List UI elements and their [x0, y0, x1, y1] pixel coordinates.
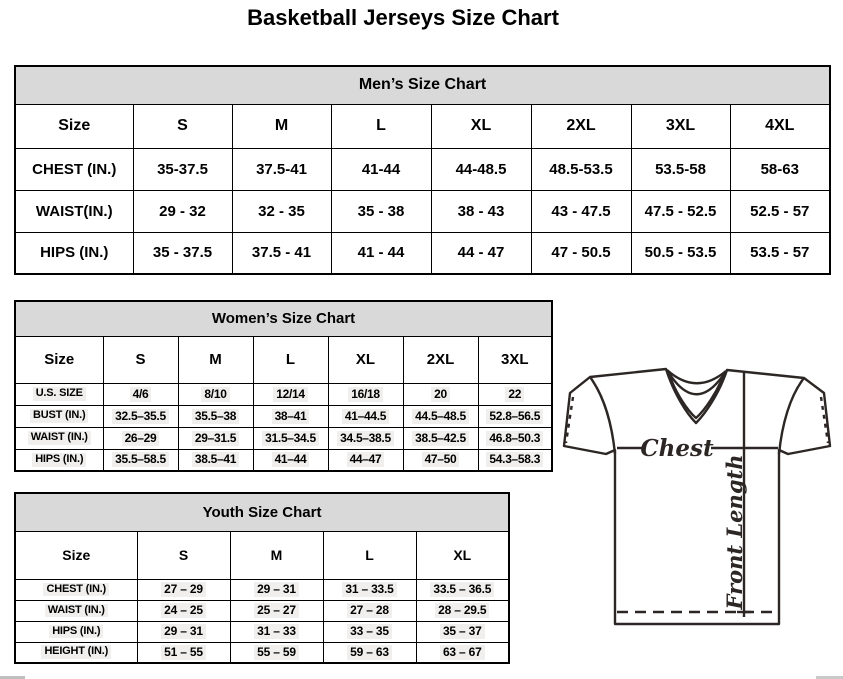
mens-cell-0-6 [730, 148, 830, 190]
mens-row-2 [15, 232, 830, 274]
youth-cell-text-2-2: 33 – 35 [347, 624, 392, 639]
womens-cell-3-0 [103, 449, 178, 471]
youth-cell-0-1 [230, 579, 323, 600]
mens-row-label-text-1: WAIST(IN.) [35, 202, 113, 220]
youth-col-header-1: S [137, 531, 230, 579]
womens-cell-text-3-1: 38.5–41 [192, 452, 239, 467]
mens-cell-2-2 [331, 232, 431, 274]
womens-cell-3-3 [328, 449, 403, 471]
youth-row-label-text-0: CHEST (IN.) [43, 583, 109, 597]
chest-label: Chest [640, 435, 714, 462]
youth-cell-1-2 [323, 600, 416, 621]
womens-cell-text-1-5: 52.8–56.5 [486, 409, 543, 424]
womens-row-label-text-2: WAIST (IN.) [28, 431, 91, 445]
youth-cell-text-1-2: 27 – 28 [347, 603, 392, 618]
youth-table-title: Youth Size Chart [15, 493, 509, 531]
youth-cell-1-3 [416, 600, 509, 621]
mens-size-table [14, 65, 829, 275]
youth-cell-3-3 [416, 642, 509, 663]
womens-col-header-4: XL [328, 336, 403, 383]
womens-cell-0-0 [103, 383, 178, 405]
womens-cell-text-3-0: 35.5–58.5 [112, 452, 169, 467]
womens-cell-text-2-0: 26–29 [122, 431, 160, 446]
youth-row-2 [15, 621, 509, 642]
womens-cell-1-4 [403, 405, 478, 427]
womens-cell-text-2-3: 34.5–38.5 [337, 431, 394, 446]
youth-cell-3-2 [323, 642, 416, 663]
mens-cell-text-2-0: 35 - 37.5 [152, 244, 213, 262]
mens-cell-0-3 [431, 148, 531, 190]
youth-cell-text-3-3: 63 – 67 [440, 645, 485, 660]
womens-cell-0-5 [478, 383, 552, 405]
womens-cell-text-0-0: 4/6 [130, 387, 152, 402]
womens-cell-3-2 [253, 449, 328, 471]
womens-cell-0-4 [403, 383, 478, 405]
womens-row-label-2 [15, 427, 103, 449]
youth-col-header-3: L [323, 531, 416, 579]
womens-cell-text-2-1: 29–31.5 [192, 431, 239, 446]
mens-cell-text-2-5: 50.5 - 53.5 [644, 244, 717, 262]
mens-cell-2-4 [531, 232, 631, 274]
womens-size-table [14, 300, 551, 472]
womens-cell-1-1 [178, 405, 253, 427]
womens-cell-1-5 [478, 405, 552, 427]
mens-table-title: Men’s Size Chart [15, 66, 830, 104]
womens-cell-3-1 [178, 449, 253, 471]
mens-cell-1-4 [531, 190, 631, 232]
womens-row-1 [15, 405, 552, 427]
mens-col-header-6: 3XL [631, 104, 730, 148]
mens-row-label-text-0: CHEST (IN.) [32, 160, 117, 178]
jersey-armhole-seam-right [779, 378, 804, 454]
youth-row-label-0 [15, 579, 137, 600]
womens-cell-1-0 [103, 405, 178, 427]
womens-row-label-1 [15, 405, 103, 427]
jersey-measurement-diagram [556, 362, 838, 634]
mens-row-label-0 [15, 148, 133, 190]
womens-col-header-5: 2XL [403, 336, 478, 383]
youth-cell-text-3-1: 55 – 59 [254, 645, 299, 660]
youth-row-label-text-2: HIPS (IN.) [49, 625, 103, 639]
youth-row-label-3 [15, 642, 137, 663]
womens-row-label-0 [15, 383, 103, 405]
mens-cell-2-6 [730, 232, 830, 274]
mens-cell-text-0-3: 44-48.5 [455, 160, 507, 178]
mens-cell-text-2-3: 44 - 47 [457, 244, 505, 262]
youth-cell-2-3 [416, 621, 509, 642]
womens-row-label-text-1: BUST (IN.) [30, 409, 88, 423]
youth-cell-text-2-3: 35 – 37 [440, 624, 485, 639]
mens-cell-text-0-6: 58-63 [760, 160, 799, 178]
womens-row-label-3 [15, 449, 103, 471]
womens-col-header-6: 3XL [478, 336, 552, 383]
womens-col-header-2: M [178, 336, 253, 383]
youth-cell-text-2-1: 31 – 33 [254, 624, 299, 639]
mens-cell-2-3 [431, 232, 531, 274]
mens-cell-1-0 [133, 190, 232, 232]
youth-col-header-2: M [230, 531, 323, 579]
mens-col-header-4: XL [431, 104, 531, 148]
mens-row-0 [15, 148, 830, 190]
womens-cell-text-2-5: 46.8–50.3 [486, 431, 543, 446]
womens-cell-text-0-2: 12/14 [273, 387, 308, 402]
mens-col-header-5: 2XL [531, 104, 631, 148]
mens-cell-text-0-0: 35-37.5 [157, 160, 208, 178]
mens-row-1 [15, 190, 830, 232]
youth-size-table [14, 492, 508, 664]
youth-cell-1-1 [230, 600, 323, 621]
youth-row-label-2 [15, 621, 137, 642]
mens-cell-text-1-0: 29 - 32 [159, 202, 206, 220]
womens-cell-0-1 [178, 383, 253, 405]
mens-cell-2-1 [232, 232, 331, 274]
jersey-armhole-seam-left [590, 377, 615, 454]
mens-cell-0-0 [133, 148, 232, 190]
youth-cell-text-0-2: 31 – 33.5 [342, 582, 396, 597]
womens-row-label-text-0: U.S. SIZE [33, 387, 86, 401]
youth-cell-text-0-1: 29 – 31 [254, 582, 299, 597]
womens-cell-text-1-0: 32.5–35.5 [112, 409, 169, 424]
youth-row-0 [15, 579, 509, 600]
womens-cell-text-2-4: 38.5–42.5 [412, 431, 469, 446]
mens-cell-text-0-1: 37.5-41 [256, 160, 307, 178]
womens-cell-text-1-2: 38–41 [272, 409, 310, 424]
youth-row-label-text-1: WAIST (IN.) [45, 604, 108, 618]
mens-cell-text-2-1: 37.5 - 41 [251, 244, 312, 262]
mens-cell-text-2-6: 53.5 - 57 [750, 244, 810, 262]
womens-cell-text-1-3: 41–44.5 [342, 409, 389, 424]
mens-cell-1-6 [730, 190, 830, 232]
womens-cell-text-3-4: 47–50 [422, 452, 460, 467]
mens-col-header-7: 4XL [730, 104, 830, 148]
youth-cell-3-0 [137, 642, 230, 663]
mens-cell-text-0-4: 48.5-53.5 [549, 160, 613, 178]
womens-row-label-text-3: HIPS (IN.) [32, 453, 86, 467]
womens-cell-3-5 [478, 449, 552, 471]
mens-cell-2-5 [631, 232, 730, 274]
mens-cell-2-0 [133, 232, 232, 274]
womens-table-title: Women’s Size Chart [15, 301, 552, 336]
mens-cell-text-1-5: 47.5 - 52.5 [644, 202, 717, 220]
womens-cell-text-1-4: 44.5–48.5 [412, 409, 469, 424]
youth-cell-0-0 [137, 579, 230, 600]
womens-cell-text-0-1: 8/10 [201, 387, 229, 402]
mens-cell-text-2-4: 47 - 50.5 [551, 244, 611, 262]
womens-cell-2-4 [403, 427, 478, 449]
womens-cell-3-4 [403, 449, 478, 471]
mens-cell-0-5 [631, 148, 730, 190]
youth-row-3 [15, 642, 509, 663]
mens-row-label-2 [15, 232, 133, 274]
youth-cell-0-3 [416, 579, 509, 600]
womens-row-0 [15, 383, 552, 405]
mens-row-label-text-2: HIPS (IN.) [40, 244, 109, 262]
youth-cell-text-0-3: 33.5 – 36.5 [430, 582, 494, 597]
mens-cell-text-0-5: 53.5-58 [655, 160, 706, 178]
womens-col-header-0: Size [15, 336, 103, 383]
jersey-outline [564, 369, 830, 624]
youth-cell-2-2 [323, 621, 416, 642]
youth-cell-3-1 [230, 642, 323, 663]
youth-cell-text-1-3: 28 – 29.5 [435, 603, 489, 618]
youth-row-label-text-3: HEIGHT (IN.) [41, 645, 111, 659]
womens-col-header-3: L [253, 336, 328, 383]
youth-cell-1-0 [137, 600, 230, 621]
mens-cell-0-1 [232, 148, 331, 190]
womens-cell-text-1-1: 35.5–38 [192, 409, 239, 424]
womens-cell-1-2 [253, 405, 328, 427]
womens-row-2 [15, 427, 552, 449]
womens-row-3 [15, 449, 552, 471]
womens-cell-text-2-2: 31.5–34.5 [262, 431, 319, 446]
mens-cell-text-0-2: 41-44 [361, 160, 401, 178]
youth-cell-text-3-0: 51 – 55 [161, 645, 206, 660]
womens-cell-2-3 [328, 427, 403, 449]
mens-cell-text-1-4: 43 - 47.5 [551, 202, 611, 220]
youth-cell-2-1 [230, 621, 323, 642]
mens-cell-1-1 [232, 190, 331, 232]
youth-cell-text-1-0: 24 – 25 [161, 603, 206, 618]
youth-cell-text-0-0: 27 – 29 [161, 582, 206, 597]
mens-cell-text-2-2: 41 - 44 [357, 244, 405, 262]
mens-cell-1-3 [431, 190, 531, 232]
youth-col-header-0: Size [15, 531, 137, 579]
womens-cell-2-2 [253, 427, 328, 449]
womens-cell-2-0 [103, 427, 178, 449]
womens-cell-1-3 [328, 405, 403, 427]
womens-cell-text-3-2: 41–44 [272, 452, 310, 467]
mens-cell-text-1-3: 38 - 43 [457, 202, 505, 220]
youth-row-label-1 [15, 600, 137, 621]
mens-cell-text-1-1: 32 - 35 [258, 202, 305, 220]
youth-cell-0-2 [323, 579, 416, 600]
mens-row-label-1 [15, 190, 133, 232]
womens-cell-text-0-4: 20 [431, 387, 450, 402]
youth-row-1 [15, 600, 509, 621]
womens-cell-text-0-3: 16/18 [348, 387, 383, 402]
mens-cell-1-5 [631, 190, 730, 232]
mens-cell-0-2 [331, 148, 431, 190]
womens-cell-2-1 [178, 427, 253, 449]
mens-col-header-3: L [331, 104, 431, 148]
youth-col-header-4: XL [416, 531, 509, 579]
womens-cell-text-3-5: 54.3–58.3 [486, 452, 543, 467]
mens-col-header-1: S [133, 104, 232, 148]
mens-cell-1-2 [331, 190, 431, 232]
mens-cell-0-4 [531, 148, 631, 190]
womens-cell-2-5 [478, 427, 552, 449]
womens-cell-text-3-3: 44–47 [347, 452, 385, 467]
mens-cell-text-1-2: 35 - 38 [357, 202, 405, 220]
mens-cell-text-1-6: 52.5 - 57 [750, 202, 810, 220]
front-length-label: Front Length [722, 454, 747, 610]
youth-cell-text-3-2: 59 – 63 [347, 645, 392, 660]
mens-col-header-0: Size [15, 104, 133, 148]
youth-cell-text-1-1: 25 – 27 [254, 603, 299, 618]
womens-cell-text-0-5: 22 [505, 387, 524, 402]
youth-cell-text-2-0: 29 – 31 [161, 624, 206, 639]
page-title: Basketball Jerseys Size Chart [247, 5, 559, 30]
womens-cell-0-2 [253, 383, 328, 405]
womens-col-header-1: S [103, 336, 178, 383]
youth-cell-2-0 [137, 621, 230, 642]
mens-col-header-2: M [232, 104, 331, 148]
womens-cell-0-3 [328, 383, 403, 405]
